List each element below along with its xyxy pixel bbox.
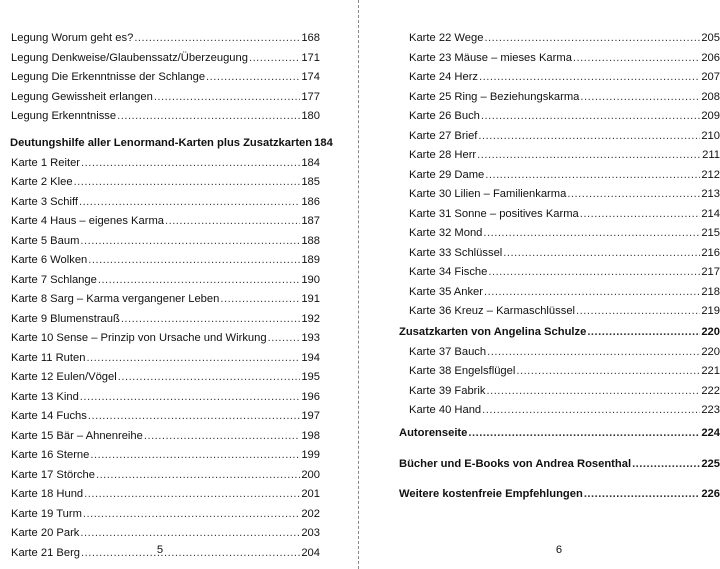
toc-entry[interactable]	[409, 265, 720, 279]
dot-leader	[88, 253, 300, 267]
toc-entry-page: 207	[701, 71, 720, 83]
toc-section-heading[interactable]	[399, 426, 720, 440]
dot-leader	[584, 487, 701, 501]
toc-entry-page: 184	[301, 156, 320, 169]
toc-entry-label: Karte 6 Wolken	[11, 254, 88, 266]
toc-entry-label: Karte 33 Schlüssel	[409, 246, 503, 259]
toc-entry[interactable]	[11, 292, 320, 306]
toc-entry-page: 185	[301, 176, 320, 188]
toc-entry-page: 205	[701, 32, 720, 44]
toc-entry[interactable]	[409, 187, 720, 201]
toc-entry-label: Karte 29 Dame	[409, 168, 485, 181]
toc-entry-label: Karte 19 Turm	[11, 507, 82, 520]
toc-entry-label: Karte 40 Hand	[409, 404, 482, 416]
toc-entry[interactable]	[409, 109, 720, 123]
toc-entry-page: 195	[301, 371, 320, 383]
dot-leader	[478, 129, 700, 143]
toc-entry[interactable]	[409, 90, 720, 104]
dot-leader	[573, 51, 700, 65]
dot-leader	[484, 285, 700, 299]
toc-entry[interactable]	[11, 70, 320, 84]
toc-entry-page: 224	[701, 427, 720, 439]
toc-entry-page: 221	[701, 365, 720, 377]
dot-leader	[118, 370, 301, 384]
toc-entry-page: 198	[301, 429, 320, 442]
toc-entry-page: 196	[301, 390, 320, 403]
toc-entry-page: 225	[701, 458, 720, 470]
toc-entry[interactable]	[409, 364, 720, 378]
toc-entry[interactable]	[409, 285, 720, 299]
toc-entry-label: Karte 5 Baum	[11, 234, 80, 247]
toc-entry-label: Karte 15 Bär – Ahnenreihe	[11, 429, 143, 442]
toc-entry-label: Karte 26 Buch	[409, 110, 480, 122]
toc-entry[interactable]	[11, 487, 320, 501]
toc-entry-label: Karte 28 Herr	[409, 149, 477, 161]
dot-leader	[83, 507, 300, 521]
toc-entry-page: 210	[701, 129, 720, 142]
toc-entry-label: Karte 31 Sonne – positives Karma	[409, 207, 579, 220]
toc-entry-page: 177	[301, 90, 320, 103]
toc-entry-label: Karte 12 Eulen/Vögel	[11, 371, 117, 383]
right-page	[361, 0, 720, 569]
toc-entry-page: 214	[701, 207, 720, 220]
toc-entry-label: Legung Gewissheit erlangen	[11, 90, 153, 103]
toc-entry[interactable]	[409, 345, 720, 359]
toc-entry-label: Karte 7 Schlange	[11, 273, 97, 286]
toc-entry-page: 187	[301, 215, 320, 227]
toc-entry-label: Karte 25 Ring – Beziehungskarma	[409, 90, 580, 103]
toc-entry[interactable]	[11, 253, 320, 267]
toc-entry[interactable]	[11, 429, 320, 443]
toc-entry-label: Legung Denkweise/Glaubenssatz/Überzeugung	[11, 51, 248, 64]
dot-leader	[483, 226, 700, 240]
toc-entry[interactable]	[409, 246, 720, 260]
toc-entry-page: 200	[301, 468, 320, 481]
dot-leader	[80, 234, 300, 248]
toc-entry-label: Karte 18 Hund	[11, 488, 84, 500]
toc-entry-page: 188	[301, 234, 320, 247]
toc-entry[interactable]	[11, 156, 320, 170]
toc-entry[interactable]	[11, 214, 320, 228]
toc-entry-label: Karte 22 Wege	[409, 32, 484, 44]
toc-entry-page: 216	[701, 246, 720, 259]
dot-leader	[117, 109, 300, 123]
toc-entry[interactable]	[11, 507, 320, 521]
dot-leader	[165, 214, 300, 228]
toc-entry[interactable]	[11, 351, 320, 365]
toc-entry-page: 180	[301, 110, 320, 122]
toc-entry[interactable]	[409, 304, 720, 318]
toc-entry-label: Karte 35 Anker	[409, 285, 484, 298]
dot-leader	[486, 384, 700, 398]
toc-entry-label: Karte 3 Schiff	[11, 195, 78, 208]
toc-entry-label: Karte 38 Engelsflügel	[409, 365, 516, 377]
dot-leader	[134, 31, 300, 45]
toc-entry-page: 223	[701, 404, 720, 416]
dot-leader	[479, 70, 700, 84]
toc-entry-label: Karte 32 Mond	[409, 227, 483, 239]
toc-entry-label: Karte 27 Brief	[409, 129, 478, 142]
dot-leader	[580, 207, 701, 221]
toc-entry-page: 201	[301, 488, 320, 500]
dot-leader	[249, 51, 300, 65]
dot-leader	[481, 109, 700, 123]
toc-entry-page: 215	[701, 227, 720, 239]
page-divider	[358, 0, 359, 569]
toc-entry-page: 174	[301, 71, 320, 83]
toc-entry[interactable]	[11, 390, 320, 404]
toc-section-heading[interactable]	[399, 325, 720, 339]
toc-entry[interactable]	[11, 109, 320, 123]
toc-entry-label: Karte 1 Reiter	[11, 156, 81, 169]
dot-leader	[268, 331, 301, 345]
dot-leader	[206, 70, 300, 84]
toc-entry-page: 190	[301, 273, 320, 286]
dot-leader	[220, 292, 300, 306]
toc-entry-label: Karte 9 Blumenstrauß	[11, 312, 120, 325]
toc-section-heading[interactable]	[10, 136, 333, 150]
dot-leader	[154, 90, 301, 104]
toc-entry[interactable]	[409, 51, 720, 65]
toc-entry-label: Autorenseite	[399, 427, 468, 439]
toc-entry-page: 168	[301, 32, 320, 44]
toc-entry[interactable]	[409, 207, 720, 221]
toc-entry-page: 206	[701, 51, 720, 64]
toc-entry[interactable]	[409, 226, 720, 240]
dot-leader	[90, 448, 300, 462]
toc-entry-page: 208	[701, 90, 720, 103]
toc-entry-label: Karte 39 Fabrik	[409, 384, 486, 397]
toc-section-heading[interactable]	[399, 457, 720, 471]
toc-entry[interactable]	[409, 70, 720, 84]
toc-entry[interactable]	[409, 403, 720, 417]
toc-entry-label: Karte 11 Ruten	[11, 351, 86, 364]
toc-entry-label: Karte 30 Lilien – Familienkarma	[409, 188, 567, 200]
toc-entry-page: 171	[301, 51, 320, 64]
toc-entry[interactable]	[11, 409, 320, 423]
toc-entry-label: Weitere kostenfreie Empfehlungen	[399, 488, 583, 500]
toc-entry-page: 219	[701, 305, 720, 317]
toc-entry-page: 197	[301, 410, 320, 422]
dot-leader	[144, 429, 300, 443]
toc-entry-page: 184	[314, 137, 333, 149]
dot-leader	[121, 312, 301, 326]
dot-leader	[86, 351, 300, 365]
toc-entry-page: 220	[701, 345, 720, 358]
toc-entry-label: Karte 16 Sterne	[11, 449, 90, 461]
toc-entry-label: Bücher und E-Books von Andrea Rosenthal	[399, 458, 632, 470]
toc-entry-label: Karte 20 Park	[11, 527, 80, 539]
dot-leader	[482, 403, 700, 417]
toc-entry-label: Legung Erkenntnisse	[11, 110, 117, 122]
dot-leader	[88, 409, 300, 423]
dot-leader	[580, 90, 700, 104]
toc-entry[interactable]	[409, 168, 720, 182]
toc-entry-page: 186	[301, 195, 320, 208]
page-number: 6	[555, 544, 563, 556]
toc-entry[interactable]	[11, 526, 320, 540]
toc-entry-label: Karte 37 Bauch	[409, 345, 487, 358]
toc-entry-page: 204	[301, 546, 320, 559]
toc-entry-label: Legung Die Erkenntnisse der Schlange	[11, 71, 206, 83]
dot-leader	[81, 546, 300, 560]
toc-entry[interactable]	[409, 31, 720, 45]
toc-entry-page: 192	[301, 312, 320, 325]
dot-leader	[79, 195, 300, 209]
toc-entry[interactable]	[409, 384, 720, 398]
dot-leader	[80, 526, 300, 540]
toc-section-heading[interactable]	[399, 487, 720, 501]
dot-leader	[96, 468, 300, 482]
dot-leader	[80, 390, 301, 404]
toc-entry-label: Karte 2 Klee	[11, 176, 73, 188]
dot-leader	[98, 273, 300, 287]
dot-leader	[81, 156, 300, 170]
toc-entry-label: Karte 21 Berg	[11, 546, 81, 559]
dot-leader	[485, 168, 700, 182]
toc-entry-page: 211	[702, 149, 720, 161]
toc-entry-page: 194	[301, 351, 320, 364]
toc-entry-label: Karte 10 Sense – Prinzip von Ursache und Wirkung	[11, 332, 267, 344]
toc-entry-label: Zusatzkarten von Angelina Schulze	[399, 326, 587, 338]
dot-leader	[468, 426, 700, 440]
toc-entry-page: 191	[301, 293, 320, 305]
toc-entry-label: Karte 13 Kind	[11, 390, 79, 403]
toc-entry-page: 199	[301, 449, 320, 461]
dot-leader	[484, 31, 700, 45]
toc-entry-label: Karte 17 Störche	[11, 468, 95, 481]
toc-entry[interactable]	[409, 129, 720, 143]
dot-leader	[477, 148, 701, 162]
toc-entry-page: 203	[301, 527, 320, 539]
toc-entry-page: 213	[701, 188, 720, 200]
toc-entry[interactable]	[11, 51, 320, 65]
toc-entry-label: Karte 34 Fische	[409, 266, 488, 278]
toc-entry-label: Karte 24 Herz	[409, 71, 479, 83]
toc-entry-page: 220	[701, 326, 720, 338]
toc-entry-label: Legung Worum geht es?	[11, 32, 134, 44]
toc-entry[interactable]	[11, 195, 320, 209]
dot-leader	[503, 246, 700, 260]
dot-leader	[587, 325, 700, 339]
toc-entry-page: 226	[701, 488, 720, 500]
left-page	[0, 0, 358, 569]
toc-entry[interactable]	[11, 448, 320, 462]
toc-entry-page: 212	[701, 168, 720, 181]
toc-entry[interactable]	[11, 468, 320, 482]
toc-entry[interactable]	[11, 312, 320, 326]
toc-entry[interactable]	[11, 175, 320, 189]
toc-entry-page: 217	[701, 266, 720, 278]
toc-entry-label: Karte 8 Sarg – Karma vergangener Leben	[11, 293, 220, 305]
toc-entry[interactable]	[11, 31, 320, 45]
toc-entry-page: 189	[301, 254, 320, 266]
dot-leader	[84, 487, 300, 501]
dot-leader	[567, 187, 700, 201]
toc-entry[interactable]	[11, 331, 320, 345]
toc-entry[interactable]	[11, 234, 320, 248]
toc-entry-label: Karte 23 Mäuse – mieses Karma	[409, 51, 572, 64]
dot-leader	[488, 265, 700, 279]
toc-entry[interactable]	[11, 273, 320, 287]
toc-entry-label: Karte 4 Haus – eigenes Karma	[11, 215, 164, 227]
toc-entry-page: 202	[301, 507, 320, 520]
dot-leader	[576, 304, 700, 318]
dot-leader	[632, 457, 700, 471]
toc-entry[interactable]	[409, 148, 720, 162]
dot-leader	[516, 364, 700, 378]
toc-entry-page: 218	[701, 285, 720, 298]
toc-entry-page: 193	[301, 332, 320, 344]
page-number: 5	[156, 544, 164, 556]
dot-leader	[74, 175, 301, 189]
toc-entry-page: 222	[701, 384, 720, 397]
toc-entry[interactable]	[11, 90, 320, 104]
toc-entry[interactable]	[11, 370, 320, 384]
dot-leader	[487, 345, 700, 359]
toc-entry-label: Karte 14 Fuchs	[11, 410, 87, 422]
toc-entry-label: Deutungshilfe aller Lenormand-Karten plus Zusatzkarten	[10, 137, 313, 149]
toc-entry-page: 209	[701, 110, 720, 122]
toc-entry-label: Karte 36 Kreuz – Karmaschlüssel	[409, 305, 576, 317]
